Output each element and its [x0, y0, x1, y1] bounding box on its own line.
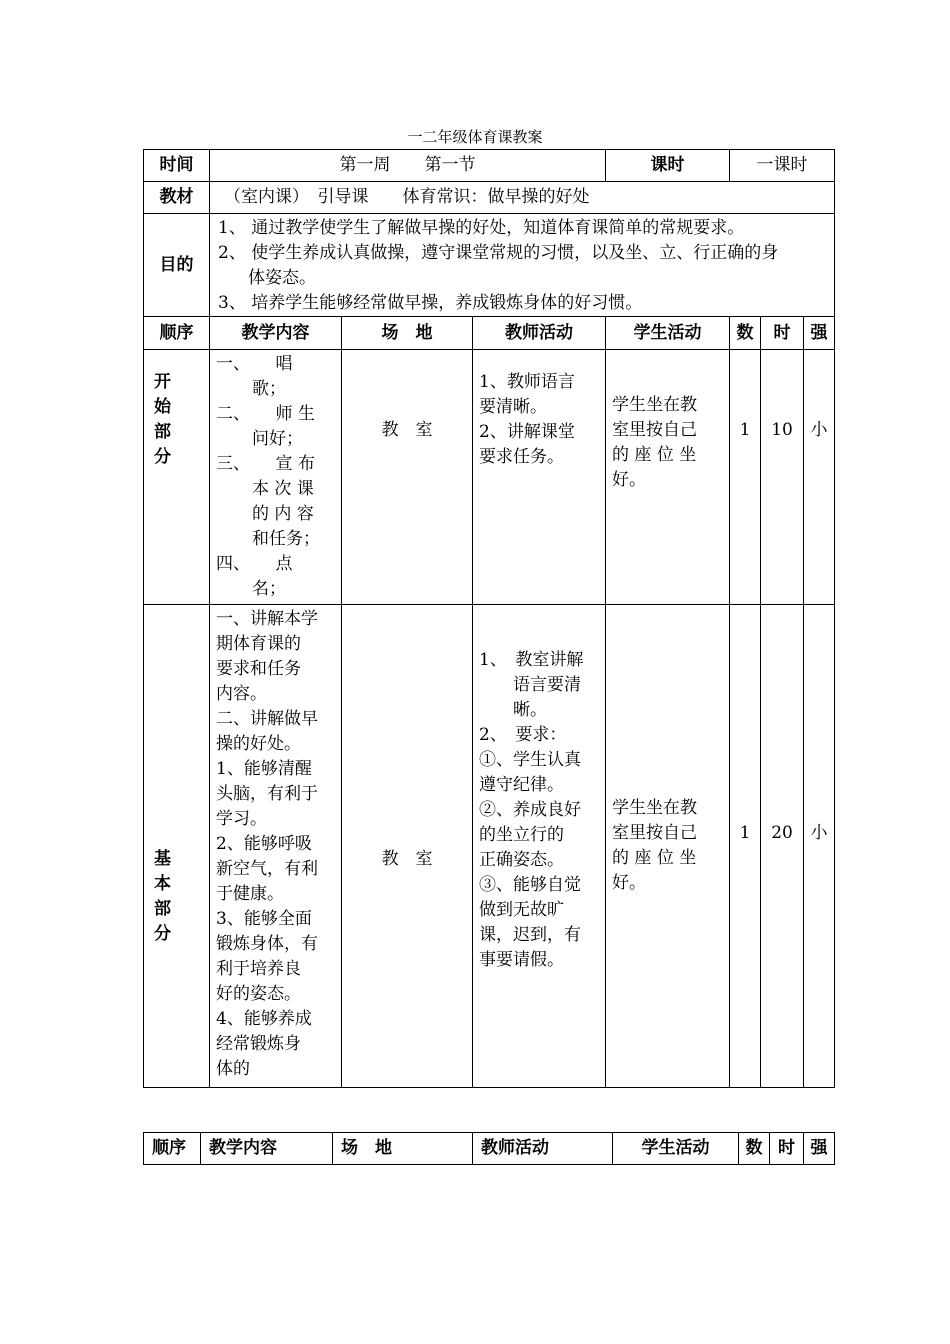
section-content-main: 一、讲解本学 期体育课的 要求和任务 内容。 二、讲解做早 操的好处。 1、能够清醒 头脑，有利于 学习。 2、能够呼吸 新空气，有利 于健康。 3、能够全面 锻炼身体，有 利于培养良 好的姿态。 4、能够养成 经常锻炼身 体的	[210, 605, 342, 1088]
col-order: 顺序	[144, 317, 210, 350]
section-label-main: 基 本 部 分	[144, 605, 210, 1088]
col2-intensity: 强	[804, 1133, 835, 1165]
col2-order: 顺序	[144, 1133, 201, 1165]
section-venue-main: 教 室	[342, 605, 473, 1088]
col-time: 时	[761, 317, 804, 350]
time-value: 第一周 第一节	[210, 150, 606, 182]
section-intensity-main: 小	[804, 605, 835, 1088]
table-row	[144, 605, 835, 1088]
goal-list	[210, 214, 835, 317]
section-count-main: 1	[730, 605, 761, 1088]
col2-teacher: 教师活动	[473, 1133, 613, 1165]
col2-student: 学生活动	[613, 1133, 739, 1165]
continuation-table-header	[143, 1132, 835, 1165]
col2-time: 时	[770, 1133, 804, 1165]
table-row	[144, 350, 835, 605]
section-teacher-start: 1、教师语言 要清晰。 2、讲解课堂 要求任务。	[473, 350, 606, 605]
goal-item: 体姿态。	[248, 268, 316, 288]
section-student-start: 学生坐在教 室里按自己 的 座 位 坐 好。	[606, 350, 730, 605]
section-venue-start: 教 室	[342, 350, 473, 605]
col-intensity: 强	[804, 317, 835, 350]
section-time-start: 10	[761, 350, 804, 605]
section-content-start: 一、 唱 歌； 二、 师 生 问好； 三、 宣 布 本 次 课 的 内 容 和任务； 四、 点 名；	[210, 350, 342, 605]
goal-label: 目的	[144, 214, 210, 317]
section-student-main: 学生坐在教 室里按自己 的 座 位 坐 好。	[606, 605, 730, 1088]
time-label: 时间	[144, 150, 210, 182]
col-teacher: 教师活动	[473, 317, 606, 350]
material-value: （室内课） 引导课 体育常识：做早操的好处	[210, 182, 835, 214]
section-label-start: 开 始 部 分	[144, 350, 210, 605]
section-intensity-start: 小	[804, 350, 835, 605]
col2-venue: 场 地	[333, 1133, 473, 1165]
goal-item: 3、 培养学生能够经常做早操，养成锻炼身体的好习惯。	[218, 293, 643, 313]
col-venue: 场 地	[342, 317, 473, 350]
period-value: 一课时	[730, 150, 835, 182]
section-time-main: 20	[761, 605, 804, 1088]
section-teacher-main: 1、 教室讲解 语言要清 晰。 2、 要求： ①、学生认真 遵守纪律。 ②、养成良好 的坐立行的 正确姿态。 ③、能够自觉 做到无故旷 课，迟到，有 事要请假。	[473, 605, 606, 1088]
material-label: 教材	[144, 182, 210, 214]
col-count: 数	[730, 317, 761, 350]
page-title: 一二年级体育课教案	[407, 128, 543, 146]
col2-content: 教学内容	[201, 1133, 333, 1165]
period-label: 课时	[606, 150, 730, 182]
col2-count: 数	[739, 1133, 770, 1165]
section-count-start: 1	[730, 350, 761, 605]
col-content: 教学内容	[210, 317, 342, 350]
col-student: 学生活动	[606, 317, 730, 350]
goal-item: 1、 通过教学使学生了解做早操的好处，知道体育课简单的常规要求。	[218, 218, 745, 238]
lesson-plan-table	[143, 149, 835, 1088]
goal-item: 2、 使学生养成认真做操，遵守课堂常规的习惯，以及坐、立、行正确的身	[218, 243, 779, 263]
